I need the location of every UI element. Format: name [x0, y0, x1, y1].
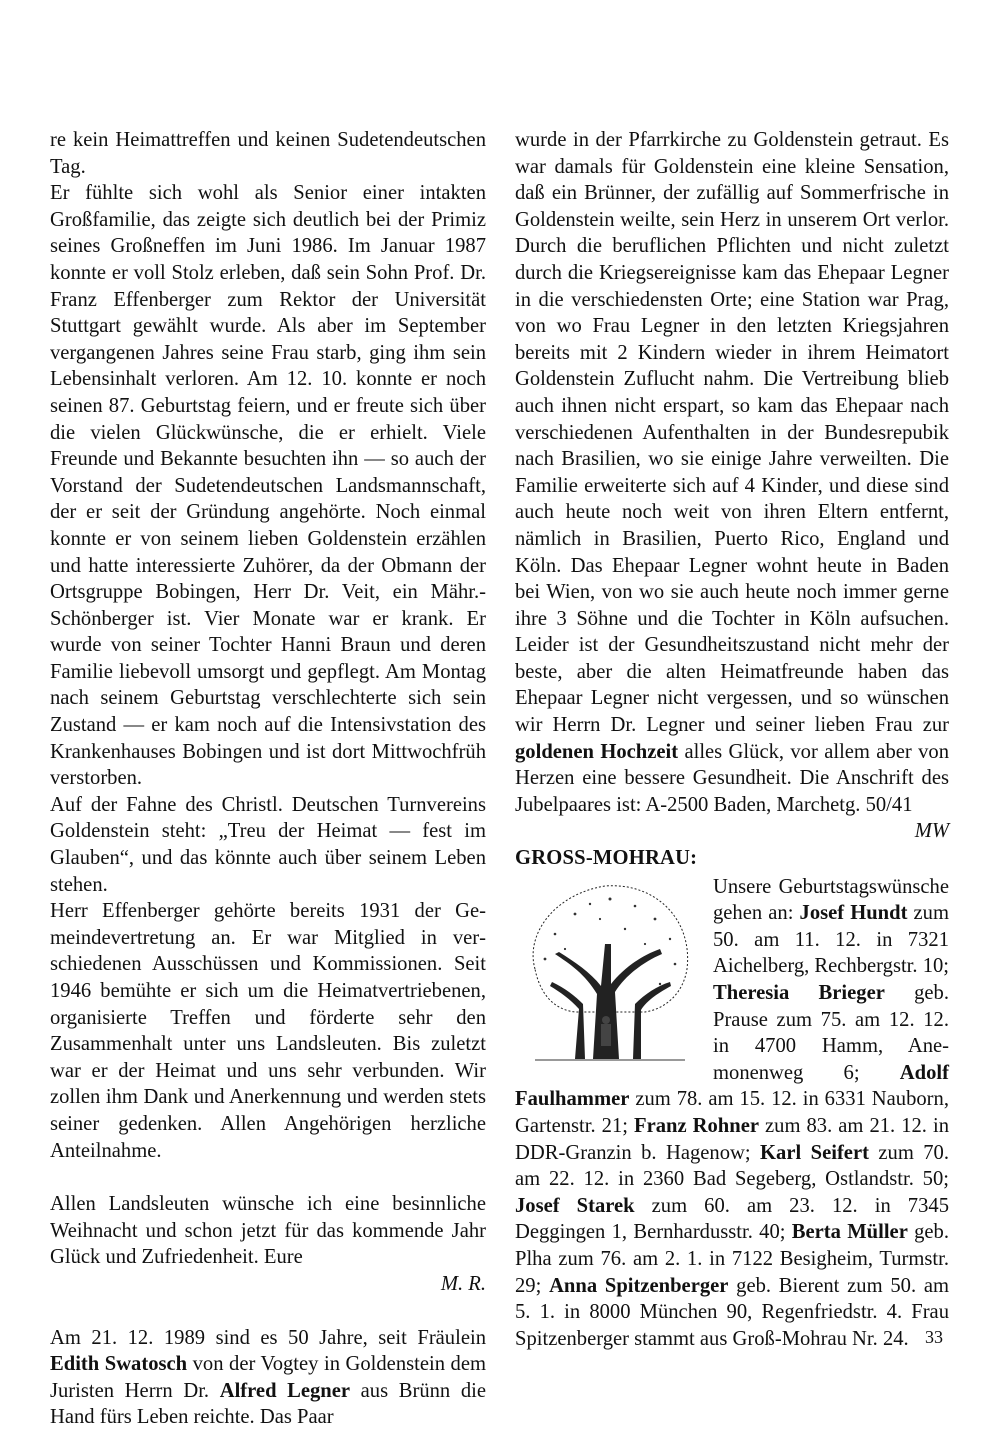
name-alfred-legner: Alfred Legner [219, 1379, 351, 1402]
name-franz-rohner: Franz Rohner [634, 1114, 759, 1137]
name-theresia-brieger: Theresia Brieger [713, 982, 885, 1004]
name-josef-hundt: Josef Hundt [799, 902, 908, 925]
left-paragraph-2: Er fühlte sich wohl als Senior einer intakten Großfamilie, das zeigte sich deutlich bei der Primiz seines Großneffen im Juni 1986. Im Januar 1987 konnte er voll Stolz erleben, daß sein Sohn Prof. Dr. Franz Effenberger zum Rektor der Universität Stuttgart gewählt wurde. Als aber im September vergangenen Jahres seine Frau starb, ging ihm sein Lebensinhalt verloren. Am 12. 10. konnte er noch seinen 87. Geburtstag feiern, und er freute sich über die vielen Glückwünsche, die er erhielt. Viele Freunde und Bekannte besuchten ihn — so auch der Vorstand der Sudetendeutschen Landsmannschaft, der er seit der Gründung angehörte. Noch einmal konnte er von seinem lieben Goldenstein erzählen und hatte interessierte Zuhörer, da der Obmann der Ortsgruppe Bobingen, Herr Dr. Veit, ein Mähr.-Schönberger ist. Vier Monate war er krank. Er wurde von seiner Tochter Hanni Braun und deren Familie liebevoll umsorgt und gepflegt. Am Montag nach seinem Geburtstag verschlechterte sich sein Zustand — er kam noch auf die Intensivstation des Krankenhauses Bobingen und ist dort Mittwochfrüh verstorben. [50, 182, 486, 790]
section-heading: GROSS-MOHRAU: [515, 847, 698, 870]
name-anna-spitzenberger: Anna Spitzenberger [549, 1274, 729, 1297]
golden-wedding-bold: goldenen Hochzeit [515, 740, 679, 763]
text-span: zum 78. am 15. 12. in 6331 Nauborn, Gartenstr. 21; [515, 1088, 949, 1137]
text-span: geb. Plha zum 76. am 2. 1. in 7122 Besigheim, Turmstr. 29; [515, 1221, 949, 1297]
tree-illustration-icon [515, 874, 703, 1064]
text-span: Am 21. 12. 1989 sind es 50 Jahre, seit Fräulein [50, 1326, 486, 1349]
text-span: von der Vogtey in Goldenstein dem Juristen Herrn Dr. [50, 1353, 486, 1402]
page-number: 33 [925, 1327, 943, 1347]
text-span: geb. Bierent zum 50. am 5. 1. in 8000 München 90, Regenfriedstr. 4. Frau Spitzenberger stammt aus Groß-Mohrau Nr. 24. [515, 1274, 949, 1350]
name-edith-swatosch: Edith Swatosch [50, 1353, 188, 1376]
name-adolf-faulhammer: Adolf Faulhammer [515, 1061, 949, 1111]
left-paragraph-4: Herr Effenberger gehörte bereits 1931 der Gemeindevertretung an. Er war Mitglied in verschiedenen Ausschüssen und Kommissionen. Seit 1946 bemühte er sich um die Heimatvertriebenen, organisierte Treffen und förderte sehr den Zusammenhalt unter uns Landsleuten. Bis zuletzt war er der Heimat und uns sehr verbunden. Wir zollen ihm Dank und Anerkennung und werden stets seiner gedenken. Allen Angehörigen herzliche Anteilnahme. [50, 900, 486, 1162]
text-span: aus Brünn die Hand fürs Leben reichte. Das Paar [50, 1379, 487, 1429]
right-paragraph-1 [515, 127, 949, 818]
text-span: zum 60. am 23. 12. in 7345 Deggingen 1, Bernhardusstr. 40; [515, 1194, 949, 1244]
right-column [515, 127, 949, 1352]
name-josef-starek: Josef Starek [515, 1194, 635, 1217]
text-span: alles Glück, vor allem aber von Herzen eine bessere Gesundheit. Die Anschrift des Jubelpaares ist: A-2500 Baden, Marchetg. 50/41 [515, 740, 949, 816]
name-karl-seifert: Karl Seifert [760, 1141, 869, 1164]
text-span: wurde in der Pfarrkirche zu Goldenstein getraut. Es war damals für Goldenstein eine kleine Sensation, daß ein Brünner, der zufällig auf Sommerfrische in Goldenstein weilte, sein Herz in unserem Ort verlor. Durch die beruflichen Pflichten und nicht zuletzt durch die Kriegsereignisse kam das Ehepaar Legner in die verschiedensten Orte; eine Station war Prag, von wo Frau Legner in den letzten Kriegsjahren bereits mit 2 Kindern wieder in ihrem Heimatort Goldenstein Zuflucht nahm. Die Vertreibung blieb auch ihnen nicht erspart, so kam das Ehepaar nach verschiedenen Aufenthalten in der Bundesrepubik nach Brasilien, wo sie einige Jahre verweilten. Die Familie erweiterte sich auf 4 Kinder, und diese sind auch heute noch weit von ihren Eltern entfernt, nämlich in Brasilien, Puerto Rico, England und Köln. Das Ehepaar Legner wohnt heute in Baden bei Wien, von wo sie auch heute noch immer gerne ihre 3 Söhne und die Tochter in Köln aufsuchen. Leider ist der Gesundheitszustand nicht mehr der beste, aber die alten Heimatfreunde haben das Ehepaar Legner nicht vergessen, und so wünschen wir Herrn Dr. Legner und seiner lieben Frau zur [515, 129, 949, 737]
left-paragraph-5: Allen Landsleuten wünsche ich eine besinnliche Weihnacht und schon jetzt für das kommende Jahr Glück und Zufriedenheit. Eure [50, 1193, 486, 1269]
name-berta-mueller: Berta Müller [791, 1221, 908, 1244]
birthday-intro: Unsere Geburtstagswünsche gehen an: [713, 875, 949, 925]
left-paragraph-1: re kein Heimattreffen und keinen Sudetendeutschen Tag. [50, 129, 486, 178]
left-paragraph-3: Auf der Fahne des Christl. Deutschen Turnvereins Goldenstein steht: „Treu der Heimat — fest im Glauben“, und das könnte auch über seinem Leben stehen. [50, 793, 486, 896]
text-span: zum 83. am 21. 12. in DDR-Granzin b. Hagenow; [515, 1114, 949, 1164]
text-span: zum 50. am 11. 12. in 7321 Aichelberg, Rechbergstr. 10; [713, 902, 950, 978]
text-span: geb. Prause zum 75. am 12. 12. in 4700 Hamm, Anemonenweg 6; [713, 982, 949, 1084]
signature-mw: MW [914, 820, 949, 843]
signature-mr: M. R. [440, 1272, 486, 1295]
birthday-section [515, 874, 949, 1353]
left-paragraph-6 [50, 1325, 486, 1431]
text-span: zum 70. am 22. 12. in 2360 Bad Segeberg, Ostlandstr. 50; [515, 1141, 950, 1191]
left-column [50, 127, 486, 1431]
